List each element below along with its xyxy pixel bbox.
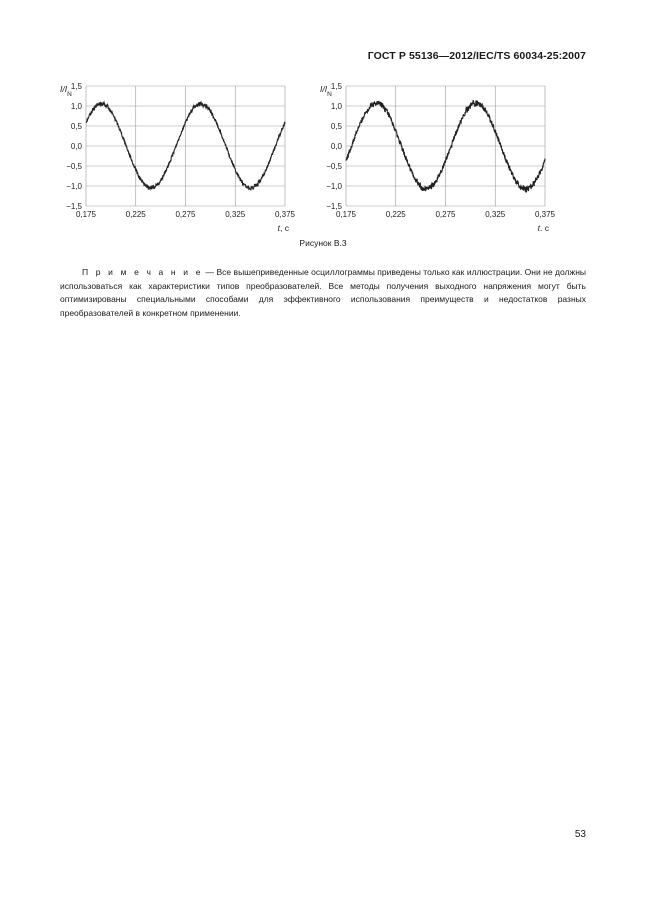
x-tick-label: 0,225 <box>385 210 406 219</box>
y-axis-label-subscript: N <box>327 91 332 98</box>
note-text: — Все вышеприведенные осциллограммы приведены только как иллюстрации. Они не должны использоваться как характеристики типов преобразователей. Все методы получения выходного напряжения могут быть оптимизированы специальными способами для эффективного использования преимуществ и недостатков разных преобразователей в конкретном применении. <box>60 267 586 318</box>
x-axis-unit: . c <box>540 223 549 233</box>
oscillogram-svg-right <box>318 80 568 240</box>
x-axis-label: t. c <box>537 223 549 233</box>
y-tick-label: 1,5 <box>330 82 342 91</box>
y-tick-label: 0,5 <box>330 122 342 131</box>
y-tick-label: 0,5 <box>70 122 82 131</box>
x-tick-label: 0,275 <box>175 210 196 219</box>
x-tick-label: 0,325 <box>225 210 246 219</box>
note-paragraph <box>60 266 586 320</box>
page-number: 53 <box>574 829 586 840</box>
x-tick-label: 0,175 <box>335 210 357 219</box>
oscillogram-chart-left <box>58 80 308 240</box>
x-tick-label: 0,275 <box>435 210 456 219</box>
y-tick-label: −1,0 <box>326 182 342 191</box>
note-lead: П р и м е ч а н и е <box>82 267 204 277</box>
y-tick-label: 0,0 <box>330 142 342 151</box>
y-tick-label: −1,5 <box>66 202 82 211</box>
y-axis-label: $I/I_N$ <box>320 84 332 98</box>
y-tick-label: 1,0 <box>330 102 342 111</box>
x-axis-unit: , c <box>280 223 289 233</box>
x-axis-label: t, c <box>277 223 289 233</box>
y-tick-label: −1,5 <box>326 202 342 211</box>
x-tick-label: 0,375 <box>274 210 296 219</box>
y-tick-label: 1,5 <box>70 82 82 91</box>
oscillogram-svg-left <box>58 80 308 240</box>
figure-caption: Рисунок В.3 <box>299 238 347 248</box>
y-tick-label: −1,0 <box>66 182 82 191</box>
x-tick-label: 0,175 <box>75 210 97 219</box>
oscillogram-chart-right <box>318 80 568 240</box>
y-axis-label-subscript: N <box>67 91 72 98</box>
x-tick-label: 0,225 <box>125 210 146 219</box>
document-header: ГОСТ Р 55136—2012/IEC/TS 60034-25:2007 <box>367 50 586 62</box>
y-tick-label: −0,5 <box>326 162 342 171</box>
y-axis-label: $I/I_N$ <box>60 84 72 98</box>
x-tick-label: 0,325 <box>485 210 506 219</box>
y-tick-label: 0,0 <box>70 142 82 151</box>
x-tick-label: 0,375 <box>534 210 556 219</box>
y-tick-label: −0,5 <box>66 162 82 171</box>
y-tick-label: 1,0 <box>70 102 82 111</box>
